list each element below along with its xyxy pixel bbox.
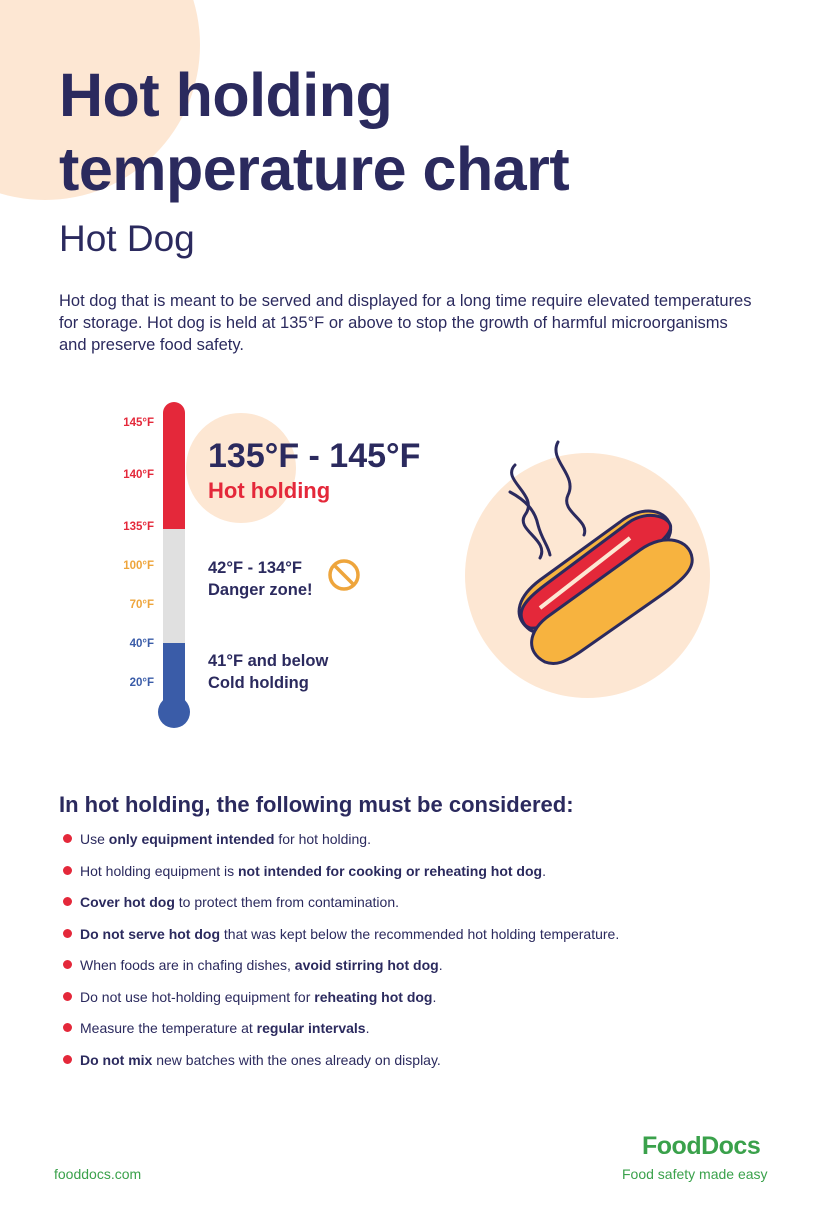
list-item-emphasis: Do not mix (80, 1051, 153, 1068)
list-item (63, 984, 619, 1016)
considerations-list (63, 826, 619, 1078)
list-item-text: When foods are in chafing dishes, (80, 957, 295, 973)
cold-zone-range: 41°F and below (208, 652, 329, 670)
footer-tagline: Food safety made easy (622, 1166, 768, 1182)
title-line-1: Hot holding (59, 61, 393, 129)
tick-label: 100°F (123, 560, 154, 572)
list-item-text: . (365, 1020, 370, 1036)
bullet-dot (63, 897, 72, 906)
list-item-emphasis: reheating hot dog (314, 988, 433, 1005)
list-item-emphasis: Cover hot dog (80, 894, 175, 910)
bullet-dot (63, 960, 72, 969)
list-item-text: to protect them from contamination. (174, 894, 399, 910)
list-item (63, 858, 619, 890)
list-item-emphasis: not intended for cooking or reheating hot dog (238, 862, 543, 879)
footer-url[interactable]: fooddocs.com (54, 1166, 142, 1182)
list-item-text: Do not use hot-holding equipment for (80, 988, 315, 1005)
list-item-text: . (438, 957, 443, 973)
list-item-text: . (432, 988, 437, 1005)
tick-label: 145°F (123, 417, 154, 429)
page-subtitle: Hot Dog (59, 218, 195, 259)
bullet-dot (63, 834, 72, 843)
list-item (63, 1015, 619, 1047)
list-item-emphasis: only equipment intended (108, 831, 275, 847)
thermometer-bulb (158, 696, 190, 728)
list-item (63, 826, 619, 858)
cold-zone (208, 650, 328, 694)
danger-zone-label: Danger zone! (208, 581, 313, 599)
list-item-text: new batches with the ones already on display. (152, 1051, 441, 1068)
list-item-text: that was kept below the recommended hot holding temperature. (220, 925, 620, 942)
list-item (63, 1047, 619, 1079)
bullet-dot (63, 929, 72, 938)
bullet-dot (63, 1055, 72, 1064)
bullet-dot (63, 992, 72, 1001)
list-item (63, 889, 619, 921)
thermometer-hot-segment (163, 402, 185, 529)
page-title (59, 58, 569, 206)
list-item-emphasis: avoid stirring hot dog (294, 957, 439, 973)
list-item-text: Measure the temperature at (80, 1020, 257, 1036)
thermometer-danger-segment (163, 529, 185, 643)
intro-paragraph: Hot dog that is meant to be served and displayed for a long time require elevated temperatures for storage. Hot dog is held at 135°F or above to stop the growth of harmful microorganisms and preserve food safety. (59, 292, 752, 354)
hot-zone-range: 135°F - 145°F (208, 437, 421, 475)
list-item-text: Hot holding equipment is (80, 862, 238, 879)
bullet-dot (63, 1023, 72, 1032)
tick-label: 135°F (123, 521, 154, 533)
fooddocs-logo: FoodDocs (642, 1132, 761, 1160)
danger-zone (208, 557, 313, 601)
hot-dog-icon (480, 430, 710, 690)
tick-label: 20°F (129, 677, 154, 689)
considerations-title: In hot holding, the following must be considered: (59, 792, 574, 817)
no-symbol-icon (327, 558, 361, 592)
list-item (63, 921, 619, 953)
list-item (63, 952, 619, 984)
list-item-text: . (542, 862, 546, 879)
tick-label: 70°F (129, 599, 154, 611)
list-item-emphasis: Do not serve hot dog (80, 925, 220, 942)
tick-label: 140°F (123, 469, 154, 481)
list-item-text: for hot holding. (274, 831, 371, 847)
bullet-dot (63, 866, 72, 875)
tick-label: 40°F (129, 638, 154, 650)
title-line-2: temperature chart (59, 135, 570, 203)
list-item-text: Use (80, 831, 109, 847)
hot-zone-label: Hot holding (208, 478, 331, 503)
cold-zone-label: Cold holding (208, 674, 309, 692)
danger-zone-range: 42°F - 134°F (208, 559, 302, 577)
list-item-emphasis: regular intervals (256, 1020, 366, 1036)
